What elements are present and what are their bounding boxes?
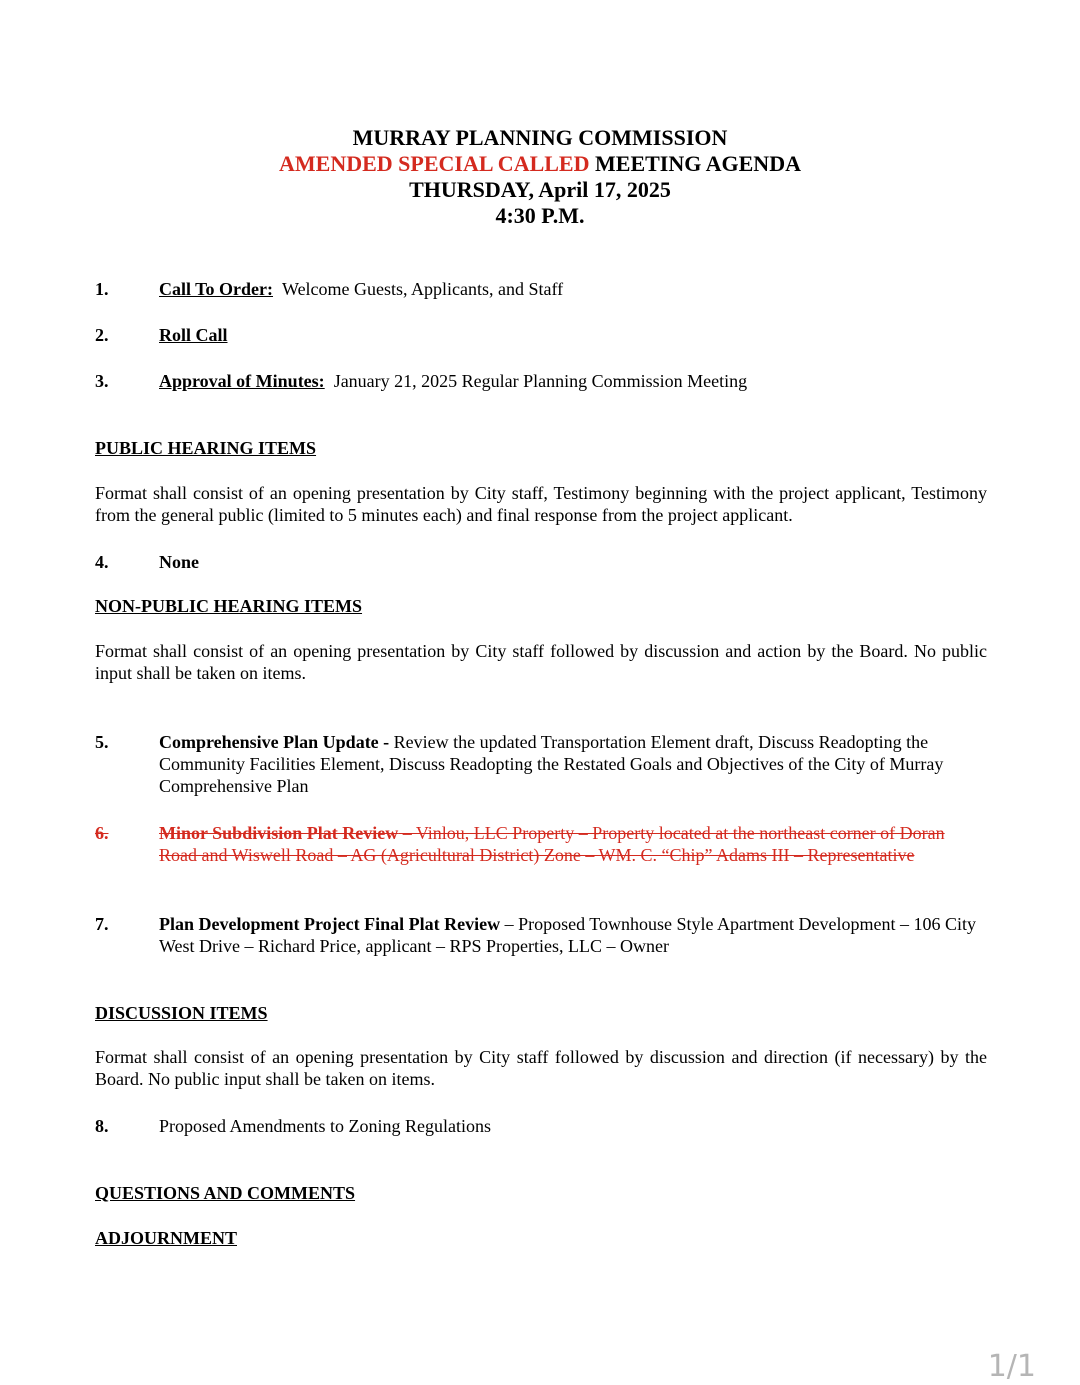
item-number: 8.	[95, 1116, 109, 1136]
item-text: Welcome Guests, Applicants, and Staff	[282, 279, 564, 299]
item-title: Call To Order:	[159, 279, 274, 299]
item-body	[159, 278, 979, 300]
item-body	[159, 822, 979, 866]
section-non-public-hearing: NON-PUBLIC HEARING ITEMS	[95, 596, 363, 616]
item-text: None	[159, 552, 199, 572]
header-time: 4:30 P.M.	[495, 203, 585, 228]
item-text: January 21, 2025 Regular Planning Commission Meeting	[333, 371, 748, 391]
item-title: Minor Subdivision Plat Review	[159, 823, 399, 843]
item-title: Comprehensive Plan Update -	[159, 732, 390, 752]
header-line-1: MURRAY PLANNING COMMISSION	[352, 125, 728, 150]
item-text: – Proposed Townhouse Style Apartment Development – 106 City West Drive – Richard Price, applicant – RPS Properties, LLC – Owner	[159, 914, 976, 956]
item-number: 7.	[95, 914, 109, 934]
item-text: Proposed Amendments to Zoning Regulations	[159, 1116, 491, 1136]
item-title: Roll Call	[159, 325, 228, 345]
item-number: 2.	[95, 325, 109, 345]
page-indicator: 1/1	[987, 1349, 1036, 1384]
meeting-agenda-label: MEETING AGENDA	[589, 151, 801, 176]
section-adjournment: ADJOURNMENT	[95, 1228, 237, 1248]
public-hearing-format: Format shall consist of an opening presentation by City staff, Testimony beginning with the project applicant, Testimony from the general public (limited to 5 minutes each) and final response from the project applicant.	[95, 483, 987, 525]
section-public-hearing: PUBLIC HEARING ITEMS	[95, 438, 317, 458]
section-discussion: DISCUSSION ITEMS	[95, 1003, 268, 1023]
header-date: THURSDAY, April 17, 2025	[409, 177, 671, 202]
item-number: 6.	[95, 823, 109, 843]
item-number: 3.	[95, 371, 109, 391]
item-text: – Vinlou, LLC Property – Property located at the northeast corner of Doran Road and Wiswell Road – AG (Agricultural District) Zone – WM. C. “Chip” Adams III – Representative	[159, 823, 945, 865]
amended-label: AMENDED SPECIAL CALLED	[279, 151, 590, 176]
section-questions: QUESTIONS AND COMMENTS	[95, 1183, 356, 1203]
item-body	[159, 324, 979, 346]
item-title: Approval of Minutes:	[159, 371, 325, 391]
item-title: Plan Development Project Final Plat Review	[159, 914, 501, 934]
non-public-hearing-format: Format shall consist of an opening presentation by City staff followed by discussion and action by the Board. No public input shall be taken on items.	[95, 641, 987, 683]
item-number: 1.	[95, 279, 109, 299]
discussion-format: Format shall consist of an opening presentation by City staff followed by discussion and direction (if necessary) by the Board. No public input shall be taken on items.	[95, 1047, 987, 1089]
header-line-2	[0, 151, 1080, 177]
item-body	[159, 913, 979, 957]
item-text: Review the updated Transportation Element draft, Discuss Readopting the Community Facilities Element, Discuss Readopting the Restated Goals and Objectives of the City of Murray Comprehensive Plan	[159, 732, 944, 796]
item-body	[159, 731, 979, 797]
item-body	[159, 370, 979, 392]
item-number: 4.	[95, 552, 109, 572]
item-number: 5.	[95, 732, 109, 752]
